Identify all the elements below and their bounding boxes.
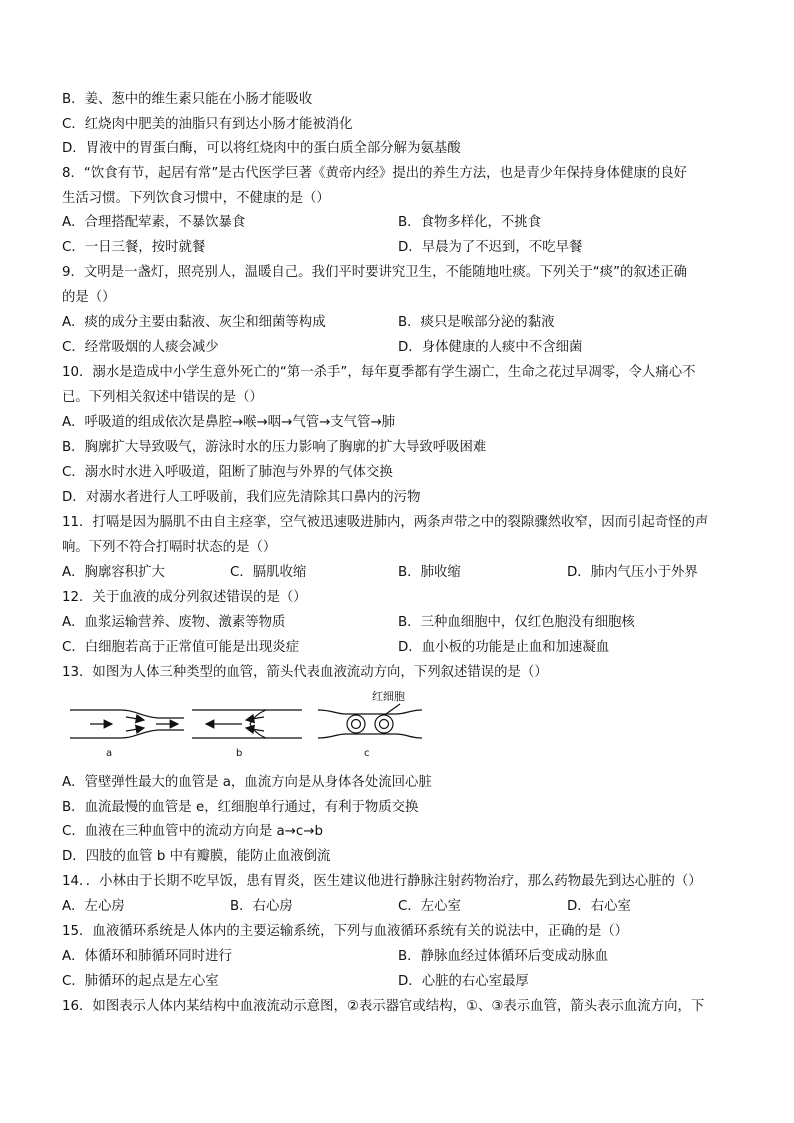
option-12c: C．白细胞若高于正常值可能是出现炎症 [62,640,299,655]
option-7b: B．姜、葱中的维生素只能在小肠才能吸收 [62,92,313,107]
option-13b: B．血流最慢的血管是 e，红细胞单行通过，有利于物质交换 [62,800,419,815]
label-vessel-b: b [236,748,243,759]
question-11-options [62,561,742,585]
option-10c: C．溺水时水进入呼吸道，阻断了肺泡与外界的气体交换 [62,465,393,480]
question-10-stem-cont: 已。下列相关叙述中错误的是（） [62,390,263,405]
option-11a: A．胸廓容积扩大 [62,565,165,580]
option-8d: D．早晨为了不迟到，不吃早餐 [398,240,583,255]
option-10a: A．呼吸道的组成依次是鼻腔→喉→咽→气管→支气管→肺 [62,415,396,430]
blood-vessel-figure [66,690,426,760]
option-7d: D．胃液中的胃蛋白酶，可以将红烧肉中的蛋白质全部分解为氨基酸 [62,141,461,156]
question-8-row1 [62,211,742,235]
vessel-a [70,710,184,738]
vessel-b [192,710,302,738]
label-vessel-c: c [364,748,370,759]
question-12-row2 [62,636,742,660]
option-13d: D．四肢的血管 b 中有瓣膜，能防止血液倒流 [62,849,331,864]
label-red-blood-cell: 红细胞 [372,690,405,703]
vessel-c [318,704,422,738]
question-15-row1 [62,945,742,969]
option-9d: D．身体健康的人痰中不含细菌 [398,340,583,355]
option-11b: C．膈肌收缩 [230,565,307,580]
question-9-stem: 9．文明是一盏灯，照亮别人，温暖自己。我们平时要讲究卫生，不能随地吐痰。下列关于“痰”的叙述正确 [62,265,687,280]
option-15a: A．体循环和肺循环同时进行 [62,949,232,964]
option-8b: B．食物多样化，不挑食 [398,215,542,230]
option-10b: B．胸廓扩大导致吸气，游泳时水的压力影响了胸廓的扩大导致呼吸困难 [62,440,487,455]
question-9-row1 [62,311,742,335]
question-11-stem-cont: 响。下列不符合打嗝时状态的是（） [62,540,277,555]
option-14b: B．右心房 [230,899,293,914]
option-14c: C．左心室 [398,899,461,914]
option-8c: C．一日三餐，按时就餐 [62,240,206,255]
option-13c: C．血液在三种血管中的流动方向是 a→c→b [62,824,323,839]
option-10d: D．对溺水者进行人工呼吸前，我们应先清除其口鼻内的污物 [62,490,421,505]
option-8a: A．合理搭配荤素，不暴饮暴食 [62,215,246,230]
option-15d: D．心脏的右心室最厚 [398,974,529,989]
option-9a: A．痰的成分主要由黏液、灰尘和细菌等构成 [62,315,326,330]
question-8-row2 [62,236,742,260]
question-9-stem-cont: 的是（） [62,290,116,305]
question-14-stem: 14．．小林由于长期不吃早饭，患有胃炎，医生建议他进行静脉注射药物治疗，那么药物最先到达心脏的（） [62,874,702,889]
question-12-stem: 12．关于血液的成分列叙述错误的是（） [62,590,307,605]
question-9-row2 [62,336,742,360]
option-7c: C．红烧肉中肥美的油脂只有到达小肠才能被消化 [62,117,353,132]
option-15c: C．肺循环的起点是左心室 [62,974,219,989]
option-11c: B．肺收缩 [398,565,461,580]
question-16-stem: 16．如图表示人体内某结构中血液流动示意图，②表示器官或结构，①、③表示血管，箭头表示血流方向，下 [62,999,705,1014]
question-11-stem: 11．打嗝是因为膈肌不由自主痉挛，空气被迅速吸进肺内，两条声带之中的裂隙骤然收窄，因而引起奇怪的声 [62,515,709,530]
option-14d: D．右心室 [567,899,631,914]
option-11d: D．肺内气压小于外界 [567,565,698,580]
option-14a: A．左心房 [62,899,125,914]
option-13a: A．管壁弹性最大的血管是 a，血流方向是从身体各处流回心脏 [62,775,432,790]
question-15-stem: 15．血液循环系统是人体内的主要运输系统，下列与血液循环系统有关的说法中，正确的是（） [62,924,629,939]
label-vessel-a: a [106,748,113,759]
question-14-options [62,895,742,919]
option-12b: B．三种血细胞中，仅红色胞没有细胞核 [398,615,635,630]
option-9b: B．痰只是喉部分泌的黏液 [398,315,555,330]
option-15b: B．静脉血经过体循环后变成动脉血 [398,949,609,964]
option-12d: D．血小板的功能是止血和加速凝血 [398,640,610,655]
question-8-stem: 8．“饮食有节，起居有常”是古代医学巨著《黄帝内经》提出的养生方法，也是青少年保持身体健康的良好 [62,166,687,181]
question-10-stem: 10．溺水是造成中小学生意外死亡的“第一杀手”，每年夏季都有学生溺亡，生命之花过早凋零，令人痛心不 [62,365,696,380]
blood-vessel-diagram [66,690,426,760]
option-12a: A．血浆运输营养、废物、激素等物质 [62,615,286,630]
option-9c: C．经常吸烟的人痰会减少 [62,340,219,355]
question-13-stem: 13．如图为人体三种类型的血管，箭头代表血液流动方向，下列叙述错误的是（） [62,665,548,680]
question-12-row1 [62,611,742,635]
question-8-stem-cont: 生活习惯。下列饮食习惯中，不健康的是（） [62,191,330,206]
question-15-row2 [62,970,742,994]
